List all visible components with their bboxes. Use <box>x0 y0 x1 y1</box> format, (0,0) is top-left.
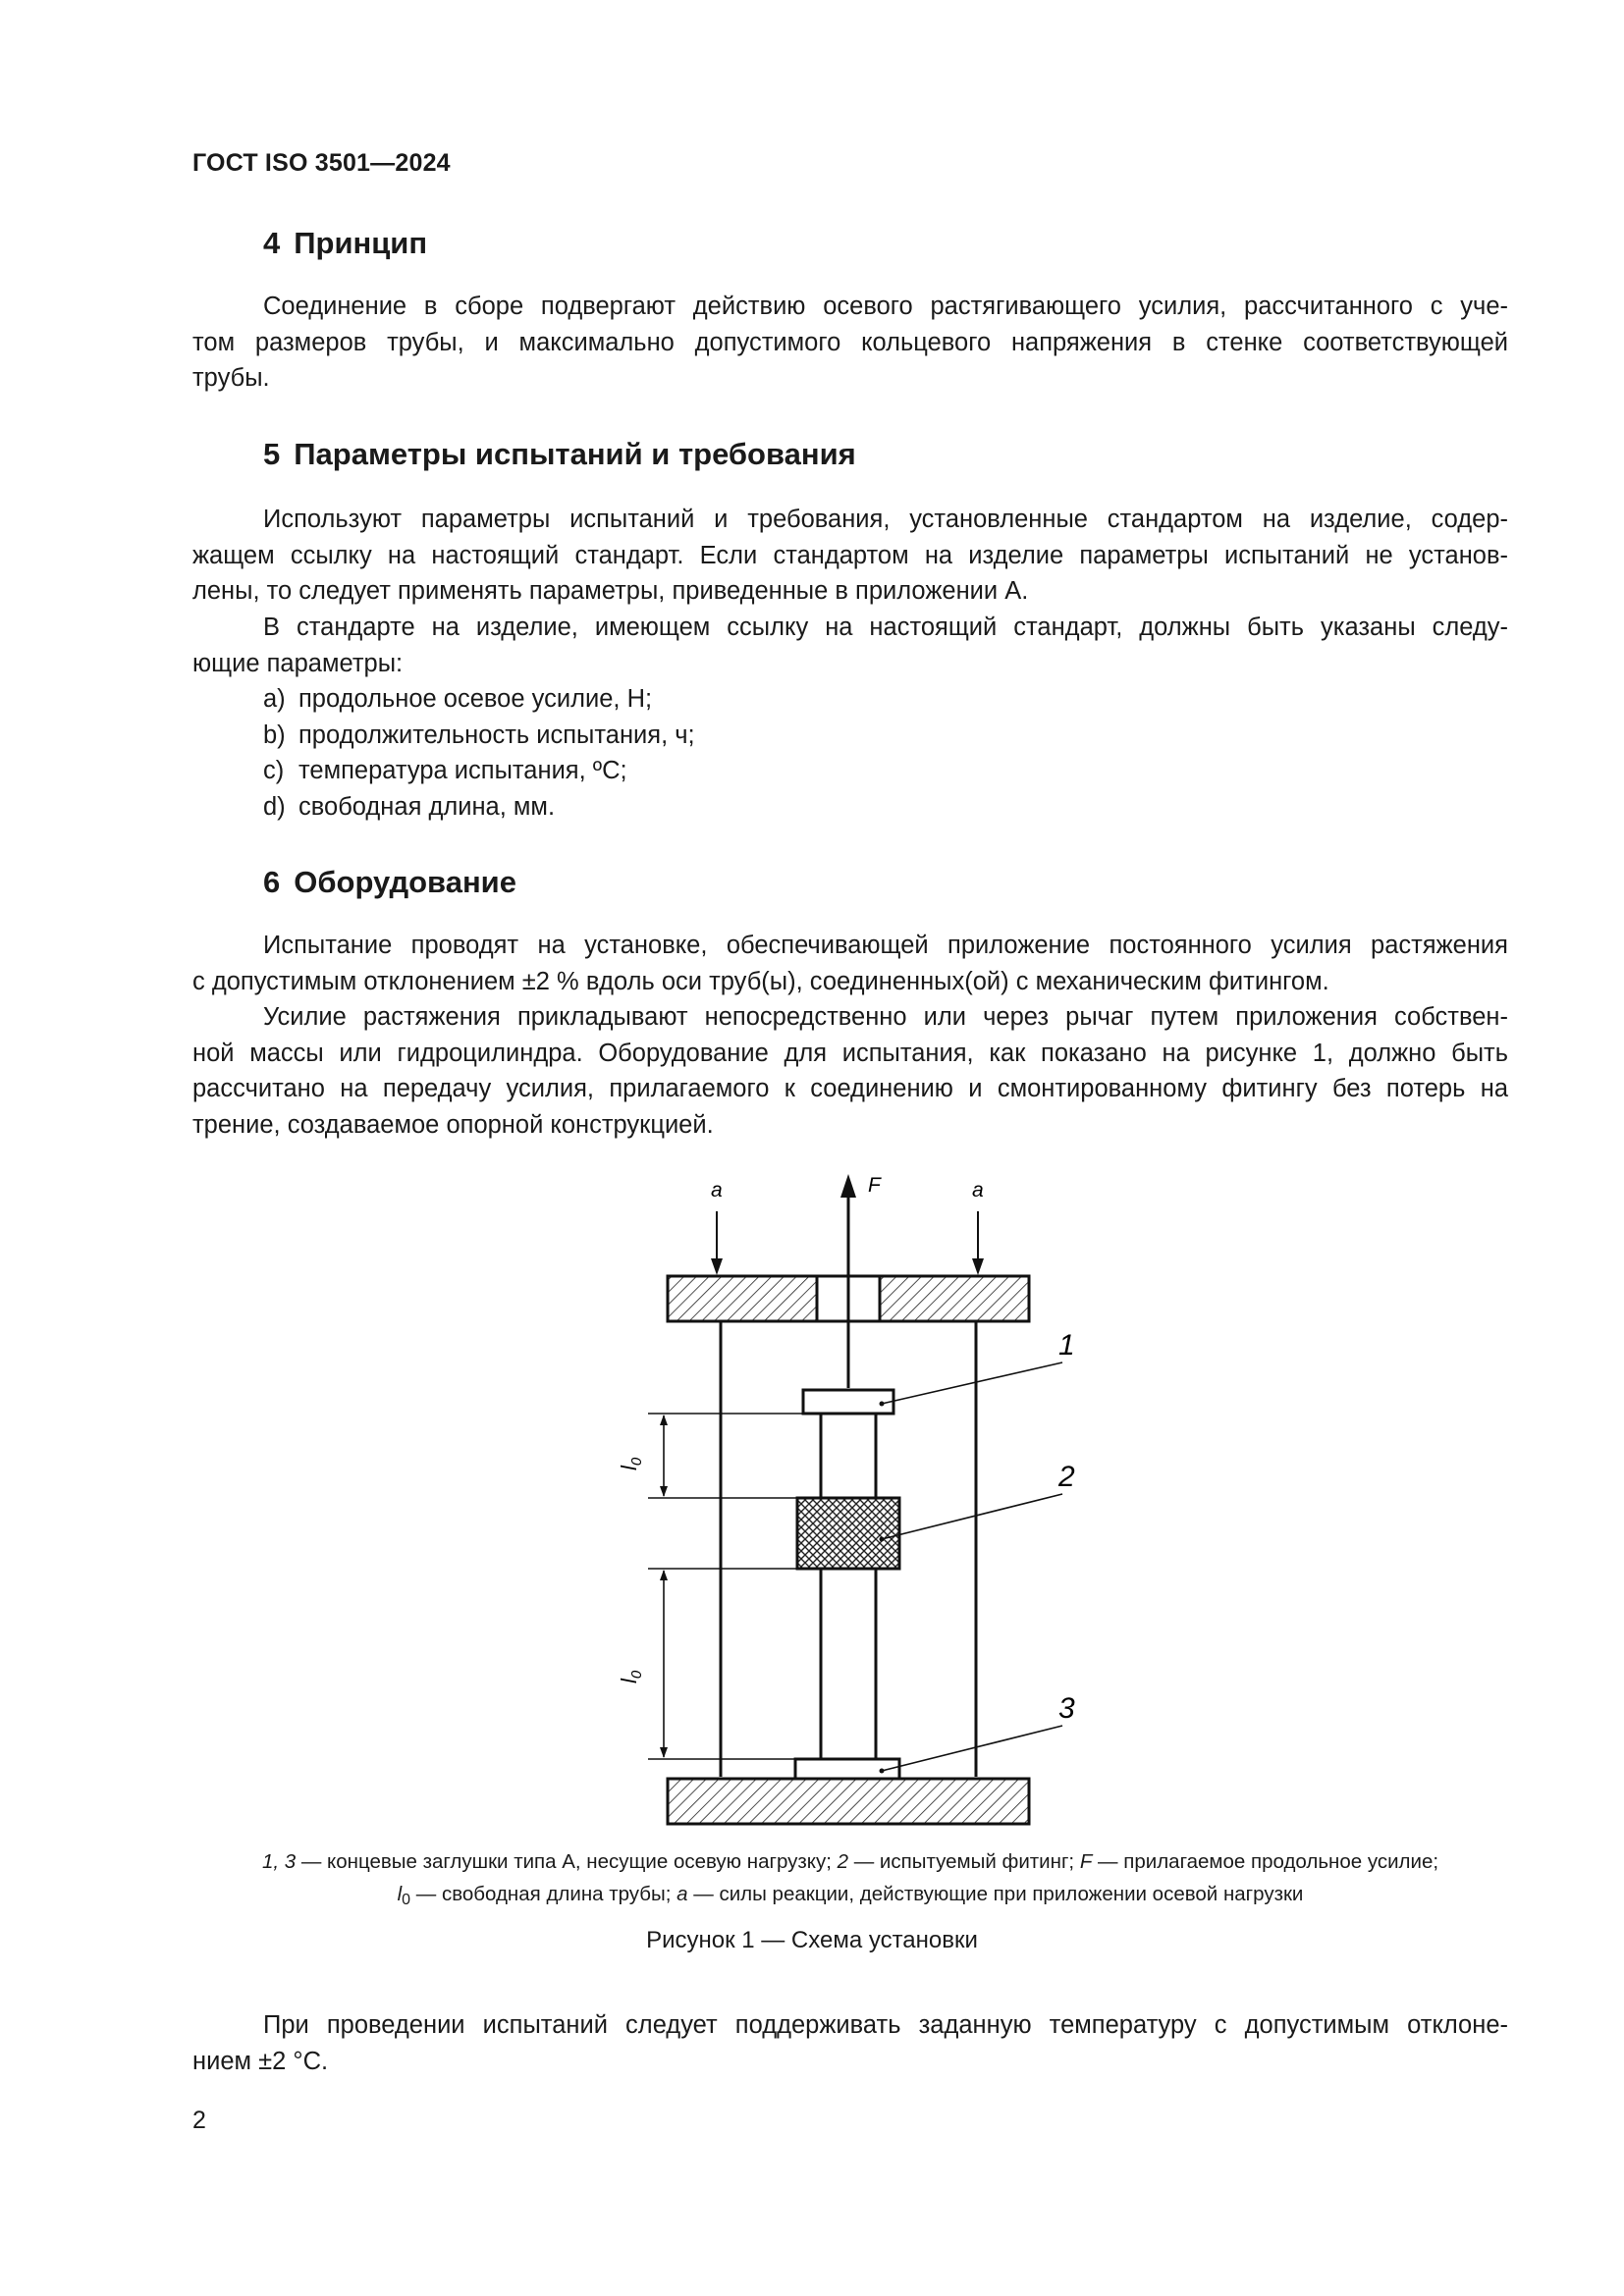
reaction-arrowhead-left <box>711 1258 723 1275</box>
dimension-arrowhead <box>660 1747 668 1758</box>
section-5-heading <box>263 437 856 472</box>
section-5-paragraph-1 <box>192 502 1508 610</box>
page-number: 2 <box>192 2107 206 2134</box>
text-line: ной массы или гидроцилиндра. Оборудование для испытания, как показано на рисунке 1, должно быть <box>192 1039 1508 1067</box>
figure-caption: Рисунок 1 — Схема установки <box>646 1927 978 1953</box>
end-cap-top <box>803 1390 893 1414</box>
text-line: лены, то следует применять параметры, приведенные в приложении А. <box>192 577 1029 605</box>
dimension-arrowhead <box>660 1415 668 1425</box>
reaction-arrowhead-right <box>972 1258 984 1275</box>
text-line: рассчитано на передачу усилия, прилагаемого к соединению и смонтированному фитингу без потерь на <box>192 1075 1508 1102</box>
top-plate-left <box>668 1276 817 1321</box>
leader-line-3 <box>882 1726 1062 1771</box>
text-line: Соединение в сборе подвергают действию осевого растягивающего усилия, рассчитанного с уче- <box>263 293 1508 320</box>
text-line: трубы. <box>192 364 270 392</box>
free-length-label-upper: $l_0$ <box>617 1457 645 1470</box>
top-plate-right <box>880 1276 1029 1321</box>
section-number: 6 <box>263 865 281 899</box>
list-item: c) температура испытания, ºС; <box>263 757 627 784</box>
list-item: d) свободная длина, мм. <box>263 792 556 821</box>
dimension-arrowhead <box>660 1570 668 1580</box>
end-cap-bottom <box>795 1759 899 1779</box>
test-setup-figure <box>589 1158 1100 1836</box>
list-item: b) продолжительность испытания, ч; <box>263 721 695 749</box>
section-6-heading <box>263 865 516 900</box>
list-item: a) продольное осевое усилие, Н; <box>263 685 653 713</box>
bottom-plate <box>668 1779 1029 1824</box>
section-4-heading <box>263 226 427 261</box>
section-6-paragraph-1 <box>192 928 1508 999</box>
text-line: Усилие растяжения прикладывают непосредственно или через рычаг путем приложения собствен- <box>263 1003 1508 1031</box>
force-arrowhead <box>840 1174 856 1198</box>
reaction-label-right: a <box>972 1179 984 1201</box>
figure-legend-line-1: 1, 3 — концевые заглушки типа А, несущие осевую нагрузку; 2 — испытуемый фитинг; F — прилагаемое продольное усилие; <box>261 1850 1439 1873</box>
section-6-paragraph-2 <box>192 999 1508 1143</box>
part-number-3: 3 <box>1058 1692 1075 1725</box>
text-line: Используют параметры испытаний и требования, установленные стандартом на изделие, содер- <box>263 506 1508 533</box>
text-line: При проведении испытаний следует поддерживать заданную температуру с допустимым отклоне- <box>263 2011 1508 2039</box>
figure-legend-line-2: $l_0$ — свободная длина трубы; a — силы реакции, действующие при приложении осевой нагрузки <box>397 1883 1304 1908</box>
text-line: жащем ссылку на настоящий стандарт. Если стандартом на изделие параметры испытаний не установ- <box>192 541 1508 569</box>
document-header: ГОСТ ISO 3501—2024 <box>192 149 451 177</box>
text-line: с допустимым отклонением ±2 % вдоль оси труб(ы), соединенных(ой) с механическим фитингом. <box>192 967 1329 995</box>
dimension-arrowhead <box>660 1486 668 1497</box>
section-5-paragraph-2 <box>192 610 1508 681</box>
text-line: Испытание проводят на установке, обеспечивающей приложение постоянного усилия растяжения <box>263 932 1508 959</box>
part-number-2: 2 <box>1058 1461 1075 1493</box>
figure-legend <box>192 1845 1508 1916</box>
reaction-label-left: a <box>711 1179 723 1201</box>
leader-line-1 <box>882 1362 1062 1404</box>
section-number: 4 <box>263 226 281 260</box>
free-length-label-lower: $l_0$ <box>617 1670 645 1683</box>
leader-line-2 <box>882 1494 1062 1539</box>
parameters-list <box>263 681 695 825</box>
text-line: нием ±2 °С. <box>192 2047 329 2075</box>
closing-paragraph <box>192 2007 1508 2079</box>
section-title: Параметры испытаний и требования <box>294 437 856 471</box>
section-title: Принцип <box>294 226 428 260</box>
force-label: F <box>868 1174 881 1197</box>
section-title: Оборудование <box>294 865 516 899</box>
section-number: 5 <box>263 437 281 471</box>
fitting <box>797 1498 899 1569</box>
text-line: трение, создаваемое опорной конструкцией. <box>192 1110 714 1139</box>
test-setup-diagram <box>589 1158 1100 1836</box>
text-line: том размеров трубы, и максимально допустимого кольцевого напряжения в стенке соответствующей <box>192 328 1508 356</box>
text-line: ющие параметры: <box>192 649 404 677</box>
text-line: В стандарте на изделие, имеющем ссылку на настоящий стандарт, должны быть указаны следу- <box>263 614 1508 641</box>
section-4-paragraph <box>192 289 1508 397</box>
part-number-1: 1 <box>1058 1329 1075 1362</box>
